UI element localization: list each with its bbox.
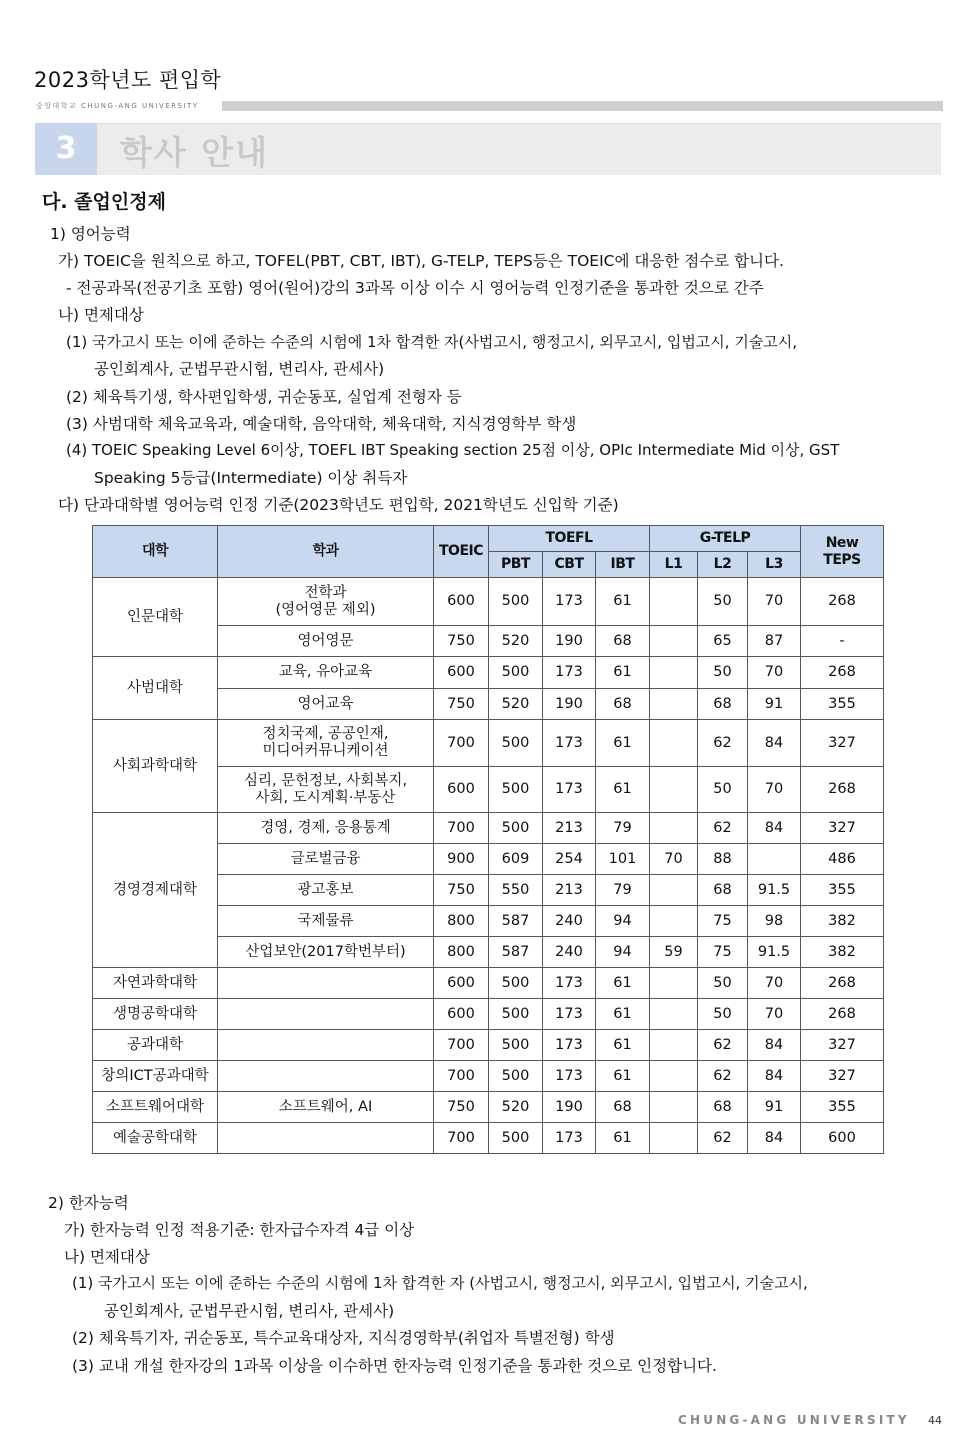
english-ga: 가) TOEIC을 원칙으로 하고, TOFEL(PBT, CBT, IBT), G-TELP, TEPS등은 TOEIC에 대응한 점수로 합니다. [58,252,784,270]
l3-cell: 84 [748,720,801,767]
l1-cell [650,906,698,937]
cbt-cell: 240 [543,906,596,937]
dept-cell [218,1123,434,1154]
university-mark: 중앙대학교 CHUNG-ANG UNIVERSITY [36,102,199,110]
english-exempt-4a: (4) TOEIC Speaking Level 6이상, TOEFL IBT Speaking section 25점 이상, OPIc Intermediate Mid 이상, GST [66,441,840,459]
l3-cell: 87 [748,626,801,657]
l1-cell [650,1123,698,1154]
dept-cell: 경영, 경제, 응용통계 [218,813,434,844]
toeic-cell: 750 [434,626,489,657]
l2-cell: 75 [698,906,748,937]
teps-cell: 355 [801,1092,884,1123]
header-teps: New TEPS [801,526,884,578]
ibt-cell: 61 [596,1030,650,1061]
l3-cell: 70 [748,657,801,689]
header-gtelp: G-TELP [650,526,801,552]
dept-cell: 글로벌금융 [218,844,434,875]
cbt-cell: 190 [543,626,596,657]
toeic-cell: 600 [434,578,489,626]
table-row [93,999,884,1030]
l3-cell: 84 [748,1061,801,1092]
teps-cell: - [801,626,884,657]
l2-cell: 50 [698,767,748,813]
ibt-cell: 68 [596,689,650,720]
l3-cell [748,844,801,875]
table-row [93,813,884,844]
hanja-ga: 가) 한자능력 인정 적용기준: 한자급수자격 4급 이상 [64,1221,415,1239]
toeic-cell: 700 [434,1123,489,1154]
l2-cell: 62 [698,1030,748,1061]
toeic-cell: 600 [434,657,489,689]
table-row [93,578,884,626]
pbt-cell: 520 [489,689,543,720]
l3-cell: 70 [748,578,801,626]
dept-cell: 전학과 (영어영문 제외) [218,578,434,626]
pbt-cell: 587 [489,906,543,937]
teps-cell: 382 [801,906,884,937]
cbt-cell: 173 [543,968,596,999]
dept-cell: 정치국제, 공공인재, 미디어커뮤니케이션 [218,720,434,767]
dept-cell: 영어교육 [218,689,434,720]
l1-cell: 59 [650,937,698,968]
cbt-cell: 173 [543,999,596,1030]
l1-cell [650,657,698,689]
l3-cell: 70 [748,767,801,813]
dept-cell: 국제물류 [218,906,434,937]
cbt-cell: 190 [543,1092,596,1123]
pbt-cell: 500 [489,657,543,689]
l1-cell [650,1061,698,1092]
pbt-cell: 500 [489,813,543,844]
teps-cell: 327 [801,1030,884,1061]
l3-cell: 91 [748,689,801,720]
l2-cell: 62 [698,720,748,767]
pbt-cell: 500 [489,968,543,999]
dept-cell [218,1030,434,1061]
l3-cell: 98 [748,906,801,937]
toeic-cell: 700 [434,1030,489,1061]
ibt-cell: 61 [596,657,650,689]
l1-cell [650,875,698,906]
l1-cell [650,999,698,1030]
english-exempt-3: (3) 사범대학 체육교육과, 예술대학, 음악대학, 체육대학, 지식경영학부 학생 [66,415,577,433]
l2-cell: 88 [698,844,748,875]
doc-title: 2023학년도 편입학 [34,68,222,92]
dept-cell: 심리, 문헌정보, 사회복지, 사회, 도시계획·부동산 [218,767,434,813]
teps-cell: 486 [801,844,884,875]
l3-cell: 84 [748,1030,801,1061]
l2-cell: 65 [698,626,748,657]
teps-cell: 600 [801,1123,884,1154]
english-exempt-4b: Speaking 5등급(Intermediate) 이상 취득자 [94,469,408,487]
pbt-cell: 520 [489,1092,543,1123]
hanja-exempt-2: (2) 체육특기자, 귀순동포, 특수교육대상자, 지식경영학부(취업자 특별전형) 학생 [72,1329,615,1347]
college-cell: 사회과학대학 [93,720,218,813]
dept-cell: 산업보안(2017학번부터) [218,937,434,968]
header-ibt: IBT [596,552,650,578]
pbt-cell: 500 [489,1030,543,1061]
college-cell: 창의ICT공과대학 [93,1061,218,1092]
college-cell: 예술공학대학 [93,1123,218,1154]
cbt-cell: 254 [543,844,596,875]
teps-cell: 382 [801,937,884,968]
teps-cell: 355 [801,875,884,906]
cbt-cell: 173 [543,578,596,626]
cbt-cell: 173 [543,720,596,767]
section-number: 3 [35,123,97,175]
dept-cell [218,999,434,1030]
english-da: 다) 단과대학별 영어능력 인정 기준(2023학년도 편입학, 2021학년도 신입학 기준) [58,496,619,514]
footer-brand: CHUNG-ANG UNIVERSITY [678,1413,910,1427]
l3-cell: 91.5 [748,875,801,906]
dept-cell [218,1061,434,1092]
ibt-cell: 68 [596,626,650,657]
table-row [93,1092,884,1123]
header-pbt: PBT [489,552,543,578]
table-row [93,1123,884,1154]
teps-cell: 327 [801,720,884,767]
l2-cell: 75 [698,937,748,968]
pbt-cell: 500 [489,720,543,767]
hanja-na: 나) 면제대상 [64,1248,150,1266]
l1-cell [650,968,698,999]
hanja-exempt-1a: (1) 국가고시 또는 이에 준하는 수준의 시험에 1차 합격한 자 (사법고시, 행정고시, 외무고시, 입법고시, 기술고시, [72,1274,808,1292]
l1-cell: 70 [650,844,698,875]
l3-cell: 70 [748,999,801,1030]
college-cell: 사범대학 [93,657,218,720]
teps-cell: 327 [801,813,884,844]
header-l3: L3 [748,552,801,578]
toeic-cell: 800 [434,937,489,968]
header-rule [222,101,943,111]
teps-cell: 268 [801,968,884,999]
l2-cell: 68 [698,689,748,720]
ibt-cell: 61 [596,1123,650,1154]
l3-cell: 91 [748,1092,801,1123]
cbt-cell: 240 [543,937,596,968]
l3-cell: 84 [748,813,801,844]
l1-cell [650,767,698,813]
header-toefl: TOEFL [489,526,650,552]
ibt-cell: 61 [596,578,650,626]
ibt-cell: 61 [596,767,650,813]
header-l2: L2 [698,552,748,578]
teps-cell: 327 [801,1061,884,1092]
pbt-cell: 500 [489,578,543,626]
cbt-cell: 173 [543,1123,596,1154]
l2-cell: 68 [698,1092,748,1123]
english-ga-note: - 전공과목(전공기초 포함) 영어(원어)강의 3과목 이상 이수 시 영어능력 인정기준을 통과한 것으로 간주 [66,279,764,297]
pbt-cell: 500 [489,999,543,1030]
ibt-cell: 61 [596,968,650,999]
pbt-cell: 500 [489,1123,543,1154]
l1-cell [650,1092,698,1123]
l1-cell [650,1030,698,1061]
teps-cell: 268 [801,657,884,689]
cbt-cell: 173 [543,767,596,813]
cbt-cell: 173 [543,657,596,689]
english-exempt-1a: (1) 국가고시 또는 이에 준하는 수준의 시험에 1차 합격한 자(사법고시, 행정고시, 외무고시, 입법고시, 기술고시, [66,333,798,351]
l2-cell: 50 [698,578,748,626]
l3-cell: 91.5 [748,937,801,968]
section-title: 학사 안내 [120,133,270,172]
dept-cell: 광고홍보 [218,875,434,906]
hanja-title: 2) 한자능력 [48,1194,129,1212]
cbt-cell: 190 [543,689,596,720]
ibt-cell: 94 [596,906,650,937]
l2-cell: 50 [698,999,748,1030]
toeic-cell: 750 [434,689,489,720]
toeic-cell: 900 [434,844,489,875]
ibt-cell: 68 [596,1092,650,1123]
subsection-heading: 다. 졸업인정제 [42,191,166,213]
toeic-cell: 750 [434,1092,489,1123]
header-dept: 학과 [218,526,434,578]
ibt-cell: 79 [596,813,650,844]
toeic-cell: 600 [434,999,489,1030]
table-row [93,968,884,999]
ibt-cell: 61 [596,720,650,767]
toeic-cell: 800 [434,906,489,937]
l2-cell: 62 [698,1123,748,1154]
english-title: 1) 영어능력 [50,225,131,243]
toeic-cell: 700 [434,720,489,767]
college-cell: 소프트웨어대학 [93,1092,218,1123]
toeic-cell: 600 [434,767,489,813]
college-cell: 공과대학 [93,1030,218,1061]
english-na: 나) 면제대상 [58,306,144,324]
english-exempt-2: (2) 체육특기생, 학사편입학생, 귀순동포, 실업계 전형자 등 [66,388,462,406]
pbt-cell: 609 [489,844,543,875]
ibt-cell: 61 [596,1061,650,1092]
teps-cell: 268 [801,767,884,813]
l1-cell [650,813,698,844]
ibt-cell: 61 [596,999,650,1030]
english-exempt-1b: 공인회계사, 군법무관시험, 변리사, 관세사) [94,360,385,378]
hanja-exempt-3: (3) 교내 개설 한자강의 1과목 이상을 이수하면 한자능력 인정기준을 통과한 것으로 인정합니다. [72,1357,717,1375]
l2-cell: 50 [698,968,748,999]
college-cell: 생명공학대학 [93,999,218,1030]
hanja-exempt-1b: 공인회계사, 군법무관시험, 변리사, 관세사) [104,1302,395,1320]
l1-cell [650,689,698,720]
ibt-cell: 94 [596,937,650,968]
l1-cell [650,626,698,657]
toeic-cell: 700 [434,1061,489,1092]
college-cell: 자연과학대학 [93,968,218,999]
l3-cell: 84 [748,1123,801,1154]
table-row [93,1061,884,1092]
l1-cell [650,720,698,767]
header-l1: L1 [650,552,698,578]
cbt-cell: 173 [543,1030,596,1061]
dept-cell [218,968,434,999]
header-toeic: TOEIC [434,526,489,578]
table-row [93,657,884,689]
english-criteria-table [92,525,884,1154]
l3-cell: 70 [748,968,801,999]
dept-cell: 교육, 유아교육 [218,657,434,689]
page-number: 44 [928,1414,942,1427]
l2-cell: 68 [698,875,748,906]
ibt-cell: 101 [596,844,650,875]
pbt-cell: 500 [489,767,543,813]
toeic-cell: 750 [434,875,489,906]
cbt-cell: 213 [543,875,596,906]
teps-cell: 355 [801,689,884,720]
teps-cell: 268 [801,999,884,1030]
table-row [93,720,884,767]
college-cell: 인문대학 [93,578,218,657]
toeic-cell: 700 [434,813,489,844]
header-cbt: CBT [543,552,596,578]
cbt-cell: 173 [543,1061,596,1092]
cbt-cell: 213 [543,813,596,844]
header-college: 대학 [93,526,218,578]
college-cell: 경영경제대학 [93,813,218,968]
dept-cell: 영어영문 [218,626,434,657]
table-row [93,1030,884,1061]
pbt-cell: 587 [489,937,543,968]
pbt-cell: 550 [489,875,543,906]
toeic-cell: 600 [434,968,489,999]
l1-cell [650,578,698,626]
pbt-cell: 520 [489,626,543,657]
pbt-cell: 500 [489,1061,543,1092]
teps-cell: 268 [801,578,884,626]
dept-cell: 소프트웨어, AI [218,1092,434,1123]
l2-cell: 62 [698,1061,748,1092]
l2-cell: 62 [698,813,748,844]
ibt-cell: 79 [596,875,650,906]
l2-cell: 50 [698,657,748,689]
